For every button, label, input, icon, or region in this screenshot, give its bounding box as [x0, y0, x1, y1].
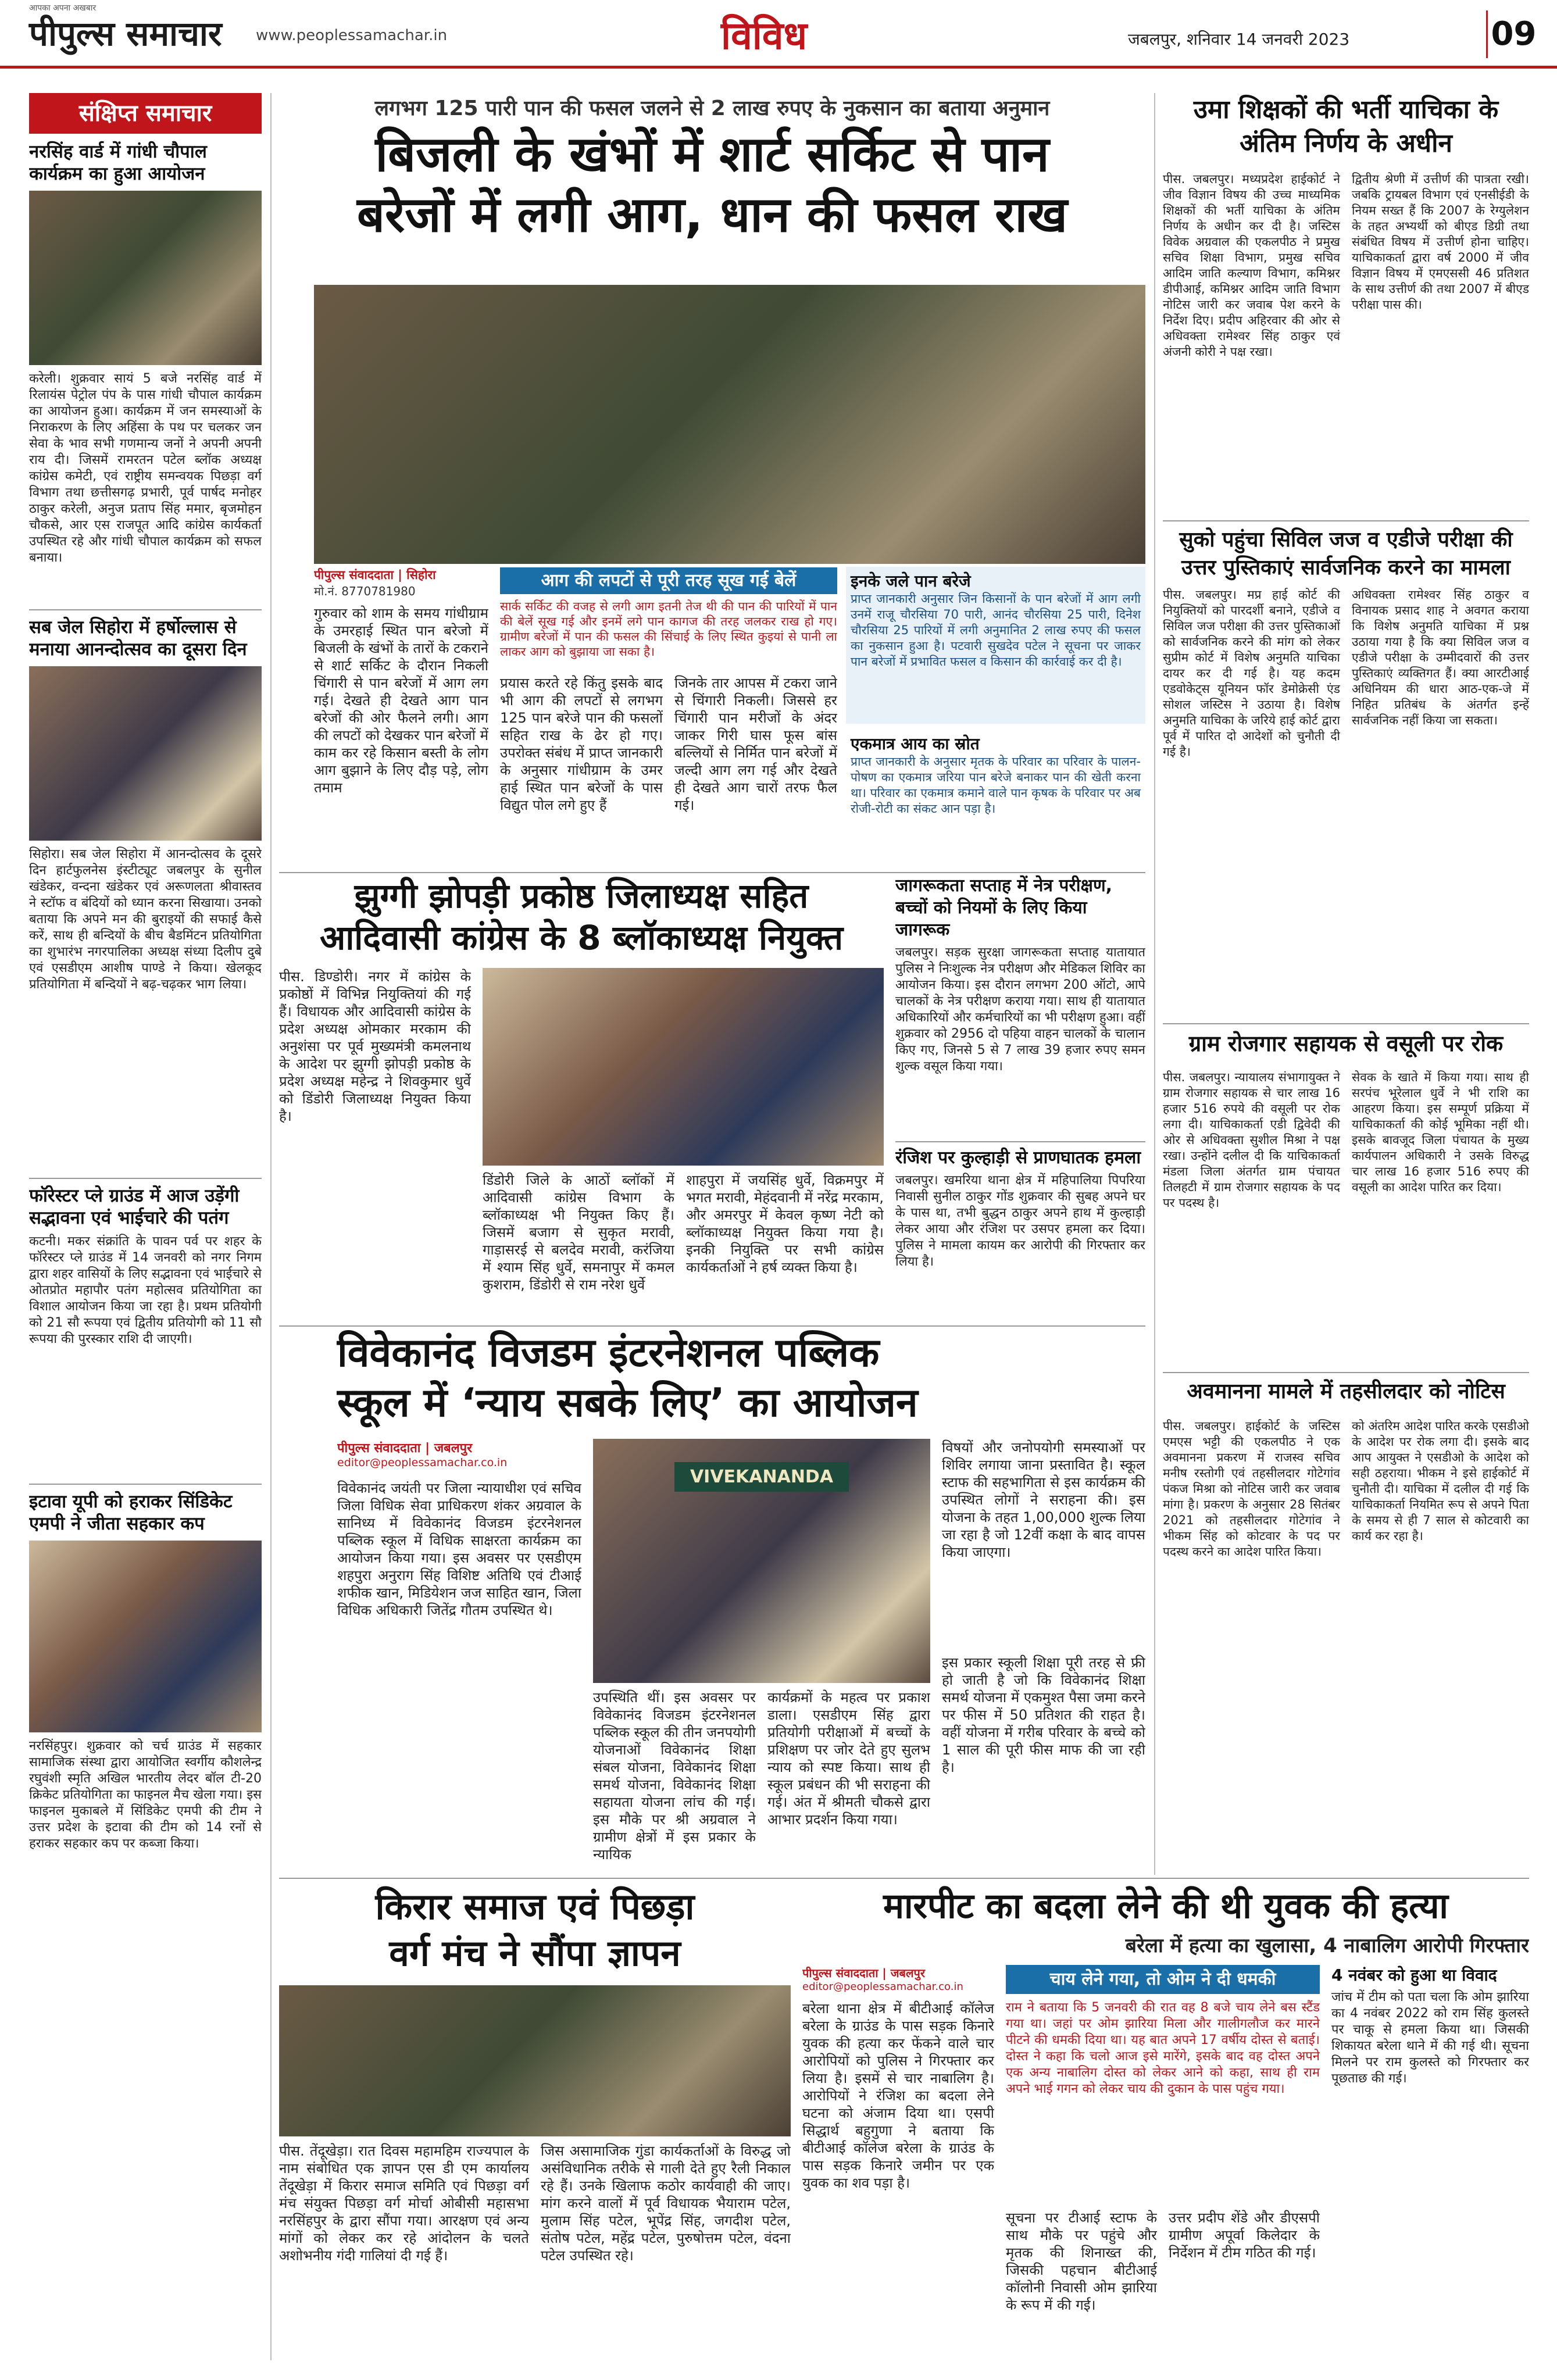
vivekanand-email[interactable]: editor@peoplessamachar.co.in [337, 1456, 508, 1469]
marpit-col-1: बरेला थाना क्षेत्र में बीटीआई कॉलेज बरेला के ग्राउंड के पास सड़क किनारे युवक की हत्या कर फेंकने वाले चार आरोपियों को पुलिस ने गिरफ्तार कर लिया है। इसमें से चार नाबालिग है। आरोपियों ने रंजिश का बदला लेने घटना को अंजाम दिया था। एसपी सिद्धार्थ बहुगुणा ने बताया कि बीटीआई कॉलेज बरेला के ग्राउंड के पास सड़क किनारे जमीन पर एक युवक का शव पड़ा है। [802, 2000, 994, 2191]
main-kicker: लगभग 125 पारी पान की फसल जलने से 2 लाख रुपए के नुकसान का बताया अनुमान [374, 97, 1050, 120]
info-box-2 [846, 730, 1145, 866]
jhuggi-col-1: पीस. डिण्डोरी। नगर में कांग्रेस के प्रकोष्ठों में विभिन्न नियुक्तियां की गई हैं। विधायक और आदिवासी कांग्रेस के प्रदेश अध्यक्ष ओमकार मरकाम की अनुशंसा पर पूर्व मुख्यमंत्री कमलनाथ के आदेश पर झुग्गी झोपड़ी प्रकोष्ठ के प्रदेश अध्यक्ष महेन्द्र ने शिवकुमार धुर्वे को डिंडोरी जिलाध्यक्ष नियुक्त किया है। [279, 969, 471, 1124]
story-jhuggi [279, 875, 884, 1323]
brief-1 [29, 141, 262, 603]
brief-3-body: कटनी। मकर संक्रांति के पावन पर्व पर शहर के फॉरेस्टर प्ले ग्राउंड में 14 जनवरी को नगर निगम द्वारा शहर वासियों के लिए सद्भावना एवं भाईचारे से ओतप्रोत महापौर पतंग महोत्सव प्रतियोगिता का विशाल आयोजन किया जा रहा है। प्रथम प्रतियोगी को 21 सौ रूपया एवं द्वितीय प्रतियोगी को 11 सौ रूपया की पुरस्कार राशि दी जाएगी। [29, 1234, 262, 1346]
brief-2-photo [29, 666, 262, 841]
main-story [279, 93, 1145, 872]
photo-phone: मो.नं. 8770781980 [314, 584, 416, 598]
main-col-3: जिनके तार आपस में टकरा जाने से चिंगारी निकली। जिससे हर चिंगारी पान मरीजों के अंदर जाकर गिरी घास फूस बांस बल्लियों से निर्मित पान बरेजों में जल्दी आग लग गई और देखते ही देखते आग चारों तरफ फैल गई। [674, 675, 837, 813]
brief-4 [29, 1491, 262, 2029]
caption-text: सार्क सर्किट की वजह से लगी आग इतनी तेज थी की पान की पारियों में पान की बेलें सूख गई और इनमें लगे पान कागज की तरह जलकर राख हो गए। ग्रामीण बरेजों में पान की फसल की सिंचाई के लिए स्थित कुइयां से पानी ला लाकर आग को बुझाया जा सका है। [500, 599, 837, 659]
marpit-byline: पीपुल्स संवाददाता | जबलपुर editor@peoplessamachar.co.in [802, 1965, 1000, 1993]
info-box-2-title: एकमात्र आय का स्रोत [851, 734, 980, 753]
kirar-headline-2: वर्ग मंच ने सौंपा ज्ञापन [389, 1932, 681, 1974]
sidebar-briefs [29, 93, 262, 2360]
newspaper-logo[interactable]: आपका अपना अखबार पीपुल्स समाचार [29, 3, 222, 53]
story-kirar [279, 1884, 791, 2366]
jhuggi-col-2: डिंडोरी जिले के आठों ब्लॉकों में आदिवासी कांग्रेस विभाग के ब्लॉकाध्यक्ष भी नियुक्त किए हैं। जिसमें बजाग से सुकृत मरावी, गाड़ासरई से बलदेव मरावी, करंजिया में श्याम सिंह धुर्वे, समनापुर में कमल कुशराम, डिंडोरी से राम नरेश धुर्वे [483, 1172, 674, 1293]
brief-2-body: सिहोरा। सब जेल सिहोरा में आनन्दोत्सव के दूसरे दिन हार्टफुलनेस इंस्टीट्यूट जबलपुर के सुनील खंडेकर, वन्दना खंडेकर एवं अरूणलता श्रीवास्तव ने स्टॉफ व बंदियों को ध्यान करना सिखाया। उनको बताया कि अपने मन की बुराइयों की सफाई कैसे करें, साथ ही बन्दियों के बीच बैडमिंटन प्रतियोगिता का शुभारंभ नगरपालिका अध्यक्ष संध्या दिलीप दुबे एवं एसडीएम आशीष पाण्डे ने किया। खेलकूद प्रतियोगिता में बन्दियों ने बढ़-चढ़कर भाग लिया। [29, 847, 262, 992]
vivekanand-headline-1: विवेकानंद विजडम इंटरनेशनल पब्लिक [337, 1330, 880, 1376]
jhuggi-col-3: शाहपुरा में जयसिंह धुर्वे, विक्रमपुर में भगत मरावी, मेहंदवानी में नरेंद्र मरकाम, और अमरपुर में केवल कृष्ण नेटी को ब्लॉकाध्यक्ष नियुक्त किया गया है। इनकी नियुक्ति पर सभी कांग्रेस कार्यकर्ताओं ने हर्ष व्यक्त किया है। [686, 1172, 884, 1275]
uma-body-1: पीस. जबलपुर। मध्यप्रदेश हाईकोर्ट ने जीव विज्ञान विषय की उच्च माध्यमिक शिक्षकों की भर्ती याचिका के अंतिम निर्णय के अधीन कर दी है। जस्टिस विवेक अग्रवाल की एकलपीठ ने प्रमुख सचिव शिक्षा विभाग, प्रमुख सचिव आदिम जाति कल्याण विभाग, कमिश्नर डीपीआई, कमिश्नर आदिम जाति विभाग नोटिस जारी कर जवाब पेश करने के निर्देश दिए। प्रदीप अहिरवार की ओर से अधिवक्ता रामेश्वर सिंह ठाकुर एवं अंजनी कोरी ने पक्ष रखा। [1163, 172, 1340, 359]
main-headline-1: बिजली के खंभों में शार्ट सर्किट से पान [375, 126, 1049, 183]
vivekanand-col-4: विषयों और जनोपयोगी समस्याओं पर शिविर लगाया जाना प्रस्तावित है। स्कूल स्टाफ की सहभागिता से इस कार्यक्रम की उपस्थित लोगों ने सराहना की। इस योजना के तहत 1,00,000 शुल्क लिया जा रहा है जो 12वीं कक्षा के बाद वापस किया जाएगा। [942, 1439, 1145, 1560]
ranjish-body: जबलपुर। खमरिया थाना क्षेत्र में महिपालिया पिपरिया निवासी सुनील ठाकुर गोंड शुक्रवार की सुबह अपने घर के पास था, तभी बुद्धन ठाकुर अपने हाथ में कुल्हाड़ी लेकर आया और रंजिश पर उसपर हमला कर दिया। पुलिस ने मामला कायम कर आरोपी की गिरफ्तार कर लिया है। [895, 1173, 1145, 1269]
marpit-subhead: बरेला में हत्या का खुलासा, 4 नाबालिग आरोपी गिरफ्तार [1125, 1934, 1529, 1957]
rojgar-body-2: सेवक के खाते में किया गया। साथ ही सरपंच भूरेलाल धुर्वे ने भी राशि का आहरण किया। इस सम्पूर्ण प्रक्रिया में याचिकाकर्ता की कोई भूमिका नहीं थी। इसके बावजूद जिला पंचायत के मुख्य कार्यपालन अधिकारी ने उसके विरुद्ध चार लाख 16 हजार 516 रुपए की वसूली का आदेश पारित कर दिया। [1352, 1070, 1529, 1194]
vivekanand-byline: पीपुल्स संवाददाता | जबलपुर editor@peoplessamachar.co.in [337, 1439, 570, 1469]
uma-body-2: द्वितीय श्रेणी में उत्तीर्ण की पात्रता रखी। जबकि ट्रायबल विभाग एवं एनसीईडी के नियम सख्त हैं कि 2007 के रेग्युलेशन के तहत अभ्यर्थी को बीएड डिग्री तथा संबंधित विषय में उत्तीर्ण होना चाहिए। याचिकाकर्ता द्वारा वर्ष 2000 में जीव विज्ञान विषय में एमएससी 46 प्रतिशत के साथ उत्तीर्ण की तथा 2007 में बीएड परीक्षा पास की। [1352, 172, 1529, 312]
section-title: विविध [721, 13, 808, 58]
tehsildar-body-1: पीस. जबलपुर। हाईकोर्ट के जस्टिस एमएस भट्टी की एकलपीठ ने एक अवमानना प्रकरण में राजस्व सचिव मनीष रस्तोगी एवं तहसीलदार गोटेगांव पंकज मिश्रा को नोटिस जारी कर जवाब मांगा है। प्रकरण के अनुसार 28 सितंबर 2021 को तहसीलदार गोटेगांव ने भीकम सिंह को कोटवार के पद पर पदस्थ करने का आदेश पारित किया। [1163, 1419, 1340, 1559]
marpit-col-2: सूचना पर टीआई स्टाफ के साथ मौके पर पहुंचे और मृतक की शिनाख्त की, जिसकी पहचान बीटीआई कॉलोनी निवासी ओम झारिया के रूप में की गई। [1006, 2210, 1157, 2313]
rojgar-headline: ग्राम रोजगार सहायक से वसूली पर रोक [1188, 1031, 1504, 1056]
main-col-1: गुरुवार को शाम के समय गांधीग्राम के उमरहाई स्थित पान बरेजो में बिजली के खंभों के तारों के टकराने से शार्ट सर्किट के दौरान निकली चिंगारी से पान बरेजों में आग लग गई। देखते ही देखते आग पान बरेजों की ओर फैलने लगी। आग की लपटों को देखकर पान बरेजों में काम कर रहे किसान बस्ती के लोग आग बुझाने के लिए दौड़ पड़े, लोग तमाम [314, 605, 488, 796]
brief-4-photo [29, 1541, 262, 1732]
info-box-1-text: प्राप्त जानकारी अनुसार जिन किसानों के पान बरेजों में आग लगी उनमें राजू चौरसिया 70 पारी, आनंद चौरसिया 25 पारी, दिनेश चौरसिया 25 पारियों में लगी अनुमानित 2 लाख रुपए की फसल का नुकसान हुआ है। पटवारी सुखदेव पटेल ने सूचना पर जाकर पान बरेजों में प्रभावित फसल व किसान की कार्रवाई कर दी है। [851, 592, 1141, 669]
website-link[interactable]: www.peoplessamachar.in [256, 27, 448, 44]
photo-caption: आग की लपटों से पूरी तरह सूख गई बेलें [500, 567, 837, 594]
marpit-side-text: जांच में टीम को पता चला कि ओम झारिया का 4 नवंबर 2022 को राम सिंह कुलस्ते पर चाकू से हमला किया था। जिसकी शिकायत बरेला थाने में की गई थी। सूचना मिलने पर राम कुलस्ते को गिरफ्तार कर पूछताछ की गई। [1331, 1990, 1529, 2086]
marpit-side-title: 4 नवंबर को हुआ था विवाद [1331, 1966, 1497, 1985]
vivekanand-photo [593, 1439, 930, 1683]
brief-1-title: नरसिंह वार्ड में गांधी चौपाल कार्यक्रम का हुआ आयोजन [29, 141, 207, 184]
info-box-1-title: इनके जले पान बरेजे [851, 571, 971, 591]
vivekanand-headline-2: स्कूल में ‘न्याय सबके लिए’ का आयोजन [337, 1380, 918, 1426]
marpit-box-text: राम ने बताया कि 5 जनवरी की रात वह 8 बजे चाय लेने बस स्टैंड गया था। जहां पर ओम झारिया मिला और गालीगलौज कर मारने पीटने की धमकी दिया था। यह बात अपने 17 वर्षीय दोस्त से बताई। दोस्त ने कहा कि चलो आज इसे मारेंगे, इसके बाद वह दोस्त अपने एक अन्य नाबालिग दोस्त को लेकर आने को कहा, साथ ही राम अपने भाई गगन को लेकर चाय की दुकान के पास पहुंच गया। [1006, 2000, 1320, 2096]
masthead [0, 0, 1557, 69]
main-headline-2: बरेजों में लगी आग, धान की फसल राख [356, 186, 1068, 243]
info-box-2-text: प्राप्त जानकारी के अनुसार मृतक के परिवार का परिवार के पालन-पोषण का एकमात्र जरिया पान बरेजे बनाकर पान की खेती करना था। परिवार का एकमात्र कमाने वाले पान कृषक के परिवार पर अब रोजी-रोटी का संकट आन पड़ा है। [851, 755, 1141, 816]
photo-credit: पीपुल्स संवाददाता | सिहोरा मो.नं. 8770781980 [314, 567, 500, 602]
uma-headline: उमा शिक्षकों की भर्ती याचिका के अंतिम निर्णय के अधीन [1193, 95, 1499, 158]
brief-2 [29, 616, 262, 1172]
kirar-photo [279, 1985, 791, 2136]
info-box-1 [846, 567, 1145, 724]
kirar-headline-1: किरार समाज एवं पिछड़ा [375, 1885, 695, 1928]
main-col-2: प्रयास करते रहे किंतु इसके बाद भी आग की लपटों से लगभग 125 पान बरेजे पान की फसलों सहित राख के ढेर हो गए। उपरोक्त संबंध में प्राप्त जानकारी के अनुसार गांधीग्राम के उमर हाई स्थित पान बरेजों के पास विद्युत पोल लगे हुए हैं [500, 675, 663, 813]
sidebar-header: संक्षिप्त समाचार [29, 93, 262, 134]
vivekanand-col-1: विवेकानंद जयंती पर जिला न्यायाधीश एवं सचिव जिला विधिक सेवा प्राधिकरण शंकर अग्रवाल के सानिध्य में विवेकानंद विजडम इंटरनेशनल पब्लिक स्कूल में विधिक साक्षरता कार्यक्रम का आयोजन किया गया। इस अवसर पर एसडीएम शहपुरा अनुराग सिंह विशिष्ट अतिथि एवं टीआई शफीक खान, मिडियेशन जज साहित खान, जिला विधिक अधिकारी जितेंद्र गौतम उपस्थित थे। [337, 1480, 581, 1618]
marpit-email[interactable]: editor@peoplessamachar.co.in [802, 1981, 963, 1993]
kirar-col-1: पीस. तेंदूखेड़ा। रात दिवस महामहिम राज्यपाल के नाम संबोधित एक ज्ञापन एस डी एम कार्यालय तेंदूखेड़ा में किरार समाज समिति एवं पिछड़ा वर्ग मंच संयुक्त पिछड़ा वर्ग मोर्चा ओबीसी महासभा नरसिंहपुर के द्वारा सौंपा गया। आरक्षण एवं अन्य मांगों को लेकर कर रहे आंदोलन के चलते अशोभनीय गंदी गालियां दी गई हैं। [279, 2143, 529, 2264]
brief-4-body: नरसिंहपुर। शुक्रवार को चर्च ग्राउंड में सहकार सामाजिक संस्था द्वारा आयोजित स्वर्गीय कौशलेन्द्र रघुवंशी स्मृति अखिल भारतीय लेदर बॉल टी-20 क्रिकेट प्रतियोगिता का फाइनल मैच खेला गया। इस फाइनल मुकाबले में सिंडिकेट एमपी की टीम ने उत्तर प्रदेश के इटावा की टीम को 14 रनों से हराकर सहकार कप पर कब्जा किया। [29, 1739, 262, 1851]
brief-1-photo [29, 191, 262, 365]
suko-body-2: अधिवक्ता रामेश्वर सिंह ठाकुर व विनायक प्रसाद शाह ने अवगत कराया कि विशेष अनुमति याचिका में प्रश्न उठाया गया है कि क्या सिविल जज व एडीजे परीक्षा के उम्मीदवारों की उत्तर पुस्तिकाएं व्यक्तिगत हैं। क्या आरटीआई अधिनियम की धारा आठ-एक-जे में निहित प्रतिबंध के अंतर्गत इन्हें सार्वजनिक नहीं किया जा सकता। [1352, 588, 1529, 727]
story-vivekanand [279, 1328, 1145, 1875]
dateline: जबलपुर, शनिवार 14 जनवरी 2023 [1128, 30, 1350, 49]
jagrukta-body: जबलपुर। सड़क सुरक्षा जागरूकता सप्ताह यातायात पुलिस ने निःशुल्क नेत्र परीक्षण और मेडिकल शिविर का आयोजन किया। इस दौरान लगभग 200 ऑटो, आपे चालकों के नेत्र परीक्षण कराया गया। साथ ही यातायात अधिकारियों और कर्मचारियों का भी परीक्षण हुआ। वहीं शुक्रवार को 2956 दो पहिया वाहन चालकों के चालान किए गए, जिनसे 5 से 7 लाख 39 हजार रुपए समन शुल्क वसूल किया गया। [895, 945, 1145, 1074]
vivekanand-col-2: उपस्थिति थीं। इस अवसर पर विवेकानंद विजडम इंटरनेशनल पब्लिक स्कूल की तीन जनपयोगी योजनाओं विवेकानंद शिक्षा संबल योजना, विवेकानंद शिक्षा समर्थ योजना, विवेकानंद शिक्षा सहायता योजना लांच की गई। इस मौके पर श्री अग्रवाल ने ग्रामीण क्षेत्रों में इस प्रकार के न्यायिक [593, 1689, 756, 1863]
marpit-side [1331, 1965, 1529, 2360]
marpit-box-title: चाय लेने गया, तो ओम ने दी धमकी [1006, 1965, 1320, 1994]
page-number: 09 [1486, 10, 1540, 58]
ranjish-headline: रंजिश पर कुल्हाड़ी से प्राणघातक हमला [895, 1148, 1141, 1168]
brief-1-body: करेली। शुक्रवार सायं 5 बजे नरसिंह वार्ड में रिलायंस पेट्रोल पंप के पास गांधी चौपाल कार्यक्रम का आयोजन हुआ। कार्यक्रम में जन समस्याओं के निराकरण के लिए अहिंसा के पथ पर चलकर जन सेवा के भाव सभी गणमान्य जनों ने अपनी अपनी राय दी। जिसमें रामरतन पटेल ब्लॉक अध्यक्ष कांग्रेस कमेटी, एवं राष्ट्रीय समन्वयक पिछड़ा वर्ग विभाग तथा छत्तीसगढ़ प्रभारी, पूर्व पार्षद मनोहर ठाकुर करेली, अनुज प्रताप सिंह ममार, बृजमोहन चौकसे, आर एस राजपूत आदि कांग्रेस कार्यकर्ता उपस्थित रहे और गांधी चौपाल कार्यक्रम को सफल बनाया। [29, 371, 262, 565]
brief-3 [29, 1185, 262, 1478]
rojgar-body-1: पीस. जबलपुर। न्यायालय संभागायुक्त ने ग्राम रोजगार सहायक से चार लाख 16 हजार 516 रुपये की वसूली पर रोक लगा दी। याचिकाकर्ता एडी द्विवेदी की ओर से अधिवक्ता सुशील मिश्रा ने पक्ष रखा। उन्होंने दलील दी कि याचिकाकर्ता मंडला जिला अंतर्गत ग्राम पंचायत तिलहटी में ग्राम रोजगार सहायक के पद पर पदस्थ है। [1163, 1070, 1340, 1210]
kirar-col-2: जिस असामाजिक गुंडा कार्यकर्ताओं के विरुद्ध जो असंविधानिक तरीके से गाली देते हुए रैली निकाल रहे हैं। उनके खिलाफ कठोर कार्यवाही की जाए। मांग करने वालों में पूर्व विधायक भैयाराम पटेल, मुलाम सिंह पटेल, भूपेंद्र सिंह, जगदीश पटेल, संतोष पटेल, महेंद्र पटेल, पुरुषोत्तम पटेल, वंदना पटेल उपस्थित रहे। [541, 2143, 791, 2264]
story-marpit [802, 1884, 1529, 2366]
jhuggi-headline-2: आदिवासी कांग्रेस के 8 ब्लॉकाध्यक्ष नियुक्त [319, 918, 844, 957]
brief-3-title: फॉरेस्टर प्ले ग्राउंड में आज उड़ेंगी सद्भावना एवं भाईचारे की पतंग [29, 1185, 240, 1228]
marpit-col-3: उत्तर प्रदीप शेंडे और डीएसपी ग्रामीण अपूर्वा किलेदार के निर्देशन में टीम गठित की गई। [1169, 2210, 1320, 2261]
vivekanand-col-3: कार्यक्रमों के महत्व पर प्रकाश डाला। एसडीएम सिंह द्वारा प्रतियोगी परीक्षाओं में बच्चों के प्रशिक्षण पर जोर देते हुए सुलभ न्याय को स्पष्ट किया। साथ ही स्कूल प्रबंधन की भी सराहना की गई। अंत में श्रीमती चौकसे द्वारा आभार प्रदर्शन किया गया। [767, 1689, 930, 1828]
main-photo [314, 285, 1145, 564]
tehsildar-headline: अवमानना मामले में तहसीलदार को नोटिस [1187, 1380, 1505, 1403]
brief-2-title: सब जेल सिहोरा में हर्षोल्लास से मनाया आनन्दोत्सव का दूसरा दिन [29, 617, 247, 660]
jhuggi-headline-1: झुग्गी झोपड़ी प्रकोष्ठ जिलाध्यक्ष सहित [354, 876, 809, 916]
story-jagrukta [895, 875, 1145, 1323]
marpit-headline: मारपीट का बदला लेने की थी युवक की हत्या [883, 1886, 1448, 1927]
right-column [1163, 93, 1529, 1875]
suko-body-1: पीस. जबलपुर। मप्र हाई कोर्ट की नियुक्तियों को पारदर्शी बनाने, एडीजे व सिविल जज परीक्षा की उत्तर पुस्तिकाओं को सार्वजनिक करने की मांग को लेकर सुप्रीम कोर्ट में विशेष अनुमति याचिका दायर कर दी गई है। यह कदम एडवोकेट्स यूनियन फॉर डेमोक्रेसी एंड सोशल जस्टिस ने उठाया है। विशेष अनुमति याचिका के जरिये हाई कोर्ट द्वारा पूर्व में पारित दो आदेशों को चुनौती दी गई है। [1163, 588, 1340, 759]
vivekanand-banner: VIVEKANANDA [674, 1462, 849, 1492]
logo-tagline: आपका अपना अखबार [29, 3, 97, 13]
jhuggi-photo [483, 968, 884, 1166]
vivekanand-col-5: इस प्रकार स्कूली शिक्षा पूरी तरह से फ्री हो जाती है जो कि विवेकानंद शिक्षा समर्थ योजना में एकमुश्त पैसा जमा करने पर फीस में 50 प्रतिशत की राहत है। वहीं योजना में गरीब परिवार के बच्चे को 1 साल की पूरी फीस माफ की जा रही है। [942, 1654, 1145, 1775]
tehsildar-body-2: को अंतरिम आदेश पारित करके एसडीओ के आदेश पर रोक लगा दी। इसके बाद आप आयुक्त ने एसडीओ के आदेश को सही ठहराया। भीकम ने इसे हाईकोर्ट में चुनौती दी। याचिका में दलील दी गई कि याचिकाकर्ता नियमित रूप से अपने पिता के समय से ही 7 साल से कोटवारी का कार्य कर रहा है। [1352, 1419, 1529, 1543]
jagrukta-headline: जागरूकता सप्ताह में नेत्र परीक्षण, बच्चों को नियमों के लिए किया जागरूक [895, 875, 1113, 940]
brief-4-title: इटावा यूपी को हराकर सिंडिकेट एमपी ने जीता सहकार कप [29, 1491, 233, 1534]
suko-headline: सुको पहुंचा सिविल जज व एडीजे परीक्षा की उत्तर पुस्तिकाएं सार्वजनिक करने का मामला [1179, 528, 1513, 580]
